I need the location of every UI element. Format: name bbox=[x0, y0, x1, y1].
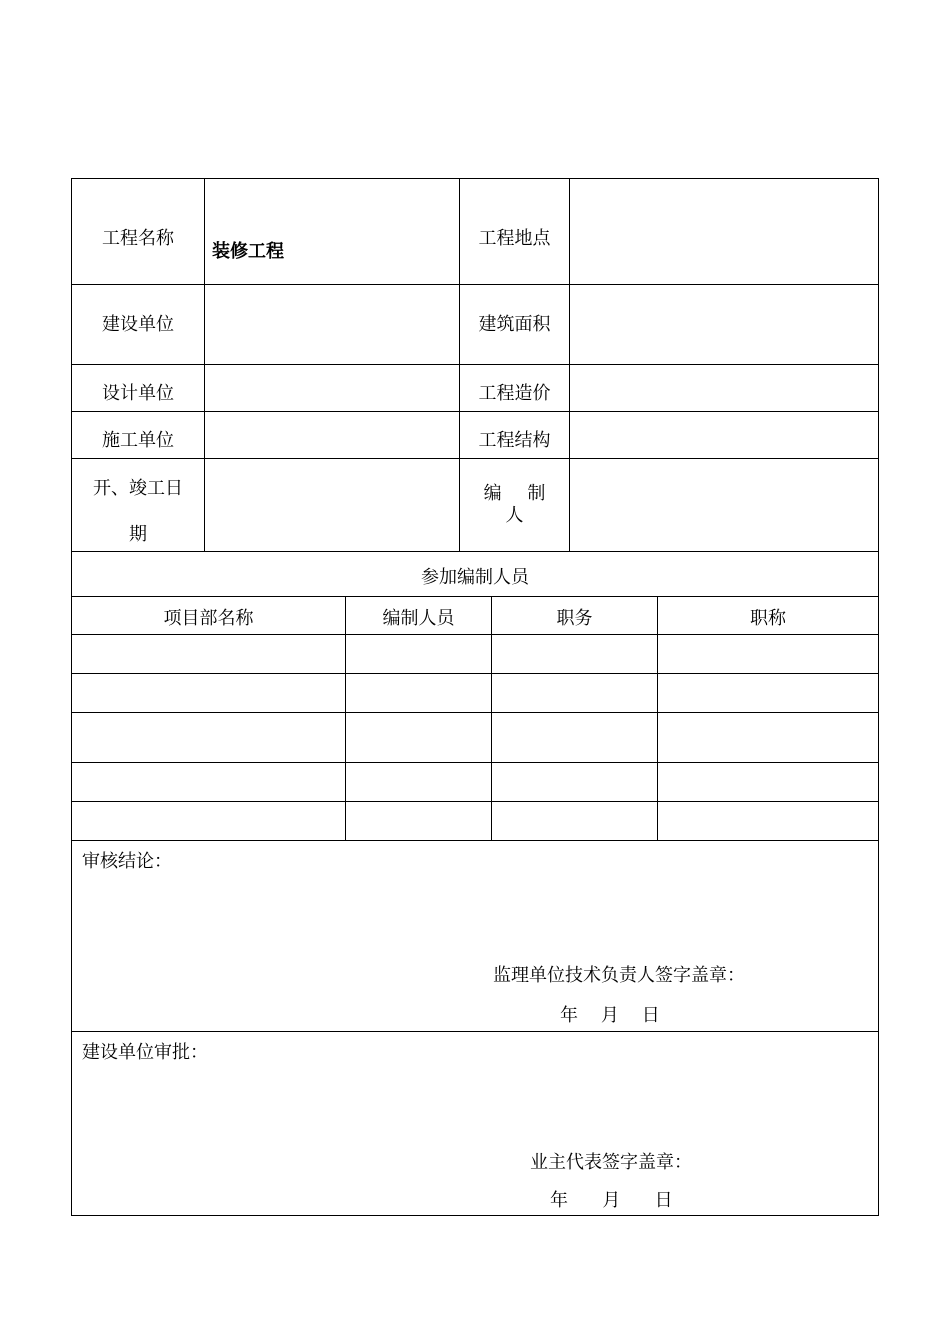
row-divider bbox=[72, 1031, 878, 1032]
design-unit-label: 设计单位 bbox=[102, 383, 174, 404]
building-area-label: 建筑面积 bbox=[478, 313, 551, 335]
table-row[interactable] bbox=[72, 763, 878, 801]
staff-header-position: 职务 bbox=[556, 607, 593, 629]
table-row[interactable] bbox=[72, 674, 878, 712]
staff-section-title: 参加编制人员 bbox=[421, 567, 529, 588]
staff-header-department: 项目部名称 bbox=[163, 607, 254, 629]
approval-date-line: 年 月 日 bbox=[550, 1190, 673, 1211]
dates-label-line2: 期 bbox=[129, 524, 147, 545]
staff-header-title: 职称 bbox=[750, 607, 786, 629]
review-title: 审核结论： bbox=[82, 851, 172, 872]
construction-unit-field[interactable] bbox=[205, 412, 459, 458]
approval-signature-label: 业主代表签字盖章： bbox=[530, 1152, 692, 1173]
row-divider bbox=[72, 840, 878, 841]
project-structure-label: 工程结构 bbox=[478, 430, 551, 451]
table-row[interactable] bbox=[72, 802, 878, 840]
project-form bbox=[71, 178, 879, 1216]
project-name-label: 工程名称 bbox=[102, 228, 174, 249]
compiler-label: 编 制 人 bbox=[483, 483, 556, 526]
staff-header-compiler: 编制人员 bbox=[382, 607, 455, 629]
project-location-field[interactable] bbox=[570, 179, 878, 284]
review-signature-label: 监理单位技术负责人签字盖章： bbox=[493, 965, 745, 986]
project-location-label: 工程地点 bbox=[478, 228, 551, 249]
project-structure-field[interactable] bbox=[570, 412, 878, 458]
table-row[interactable] bbox=[72, 635, 878, 673]
compiler-field[interactable] bbox=[570, 459, 878, 551]
review-date-line: 年 月 日 bbox=[560, 1005, 660, 1026]
project-name-value[interactable]: 装修工程 bbox=[212, 241, 284, 262]
dates-label-line1: 开、竣工日 bbox=[93, 478, 183, 499]
design-unit-field[interactable] bbox=[205, 365, 459, 411]
approval-title: 建设单位审批： bbox=[82, 1042, 208, 1063]
dates-field[interactable] bbox=[205, 459, 459, 551]
owner-unit-field[interactable] bbox=[205, 285, 459, 364]
owner-unit-label: 建设单位 bbox=[102, 313, 174, 335]
construction-unit-label: 施工单位 bbox=[102, 430, 174, 451]
table-row[interactable] bbox=[72, 713, 878, 762]
project-cost-label: 工程造价 bbox=[478, 383, 551, 404]
building-area-field[interactable] bbox=[570, 285, 878, 364]
row-divider bbox=[72, 551, 878, 552]
project-cost-field[interactable] bbox=[570, 365, 878, 411]
